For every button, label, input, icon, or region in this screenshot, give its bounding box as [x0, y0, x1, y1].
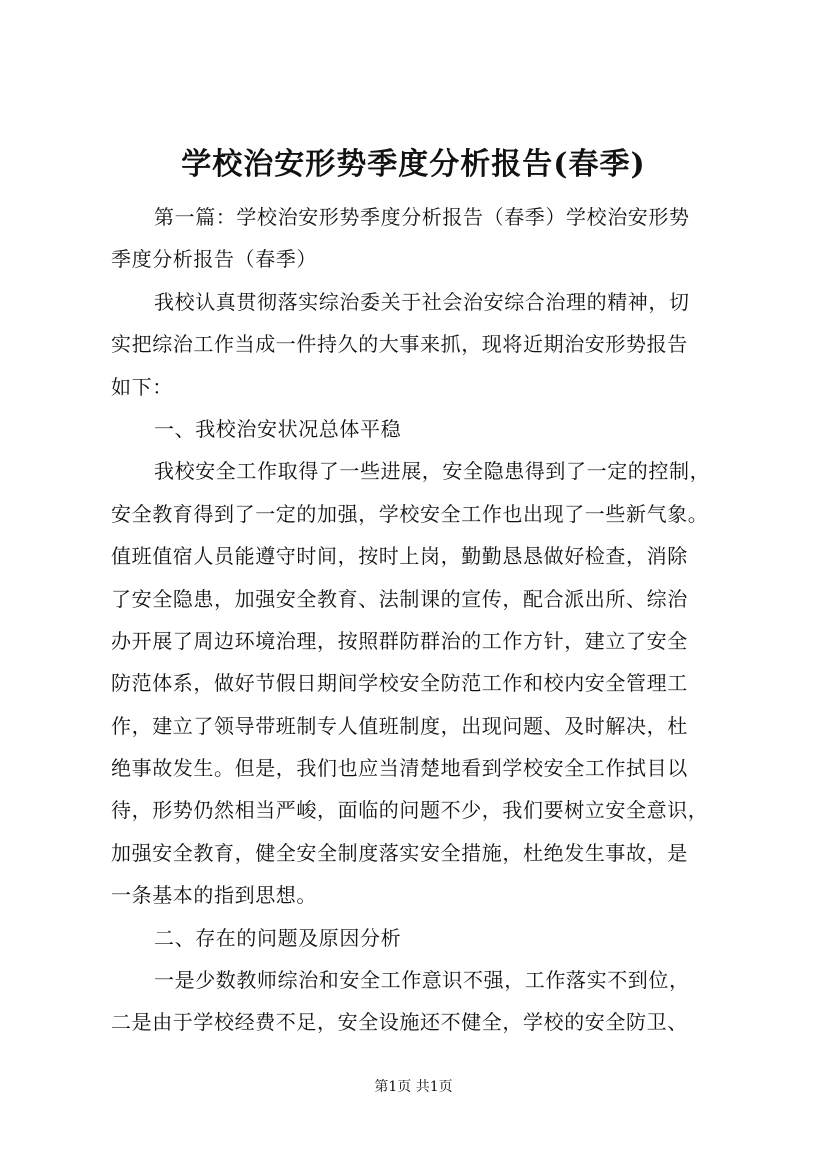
paragraph-line: 值班值宿人员能遵守时间，按时上岗，勤勤恳恳做好检查，消除: [111, 544, 688, 569]
paragraph-line: 我校认真贯彻落实综治委关于社会治安综合治理的精神，切: [154, 289, 690, 314]
section-heading: 二、存在的问题及原因分析: [154, 925, 402, 950]
paragraph-line: 如下：: [111, 374, 173, 399]
paragraph-line: 绝事故发生。但是，我们也应当清楚地看到学校安全工作拭目以: [111, 756, 688, 781]
paragraph-line: 防范体系，做好节假日期间学校安全防范工作和校内安全管理工: [111, 671, 688, 696]
paragraph-line: 一条基本的指到思想。: [111, 883, 317, 908]
paragraph-line: 实把综治工作当成一件持久的大事来抓，现将近期治安形势报告: [111, 332, 688, 357]
paragraph-line: 加强安全教育，健全安全制度落实安全措施，杜绝发生事故，是: [111, 840, 688, 865]
section-heading: 一、我校治安状况总体平稳: [154, 416, 402, 441]
document-title: 学校治安形势季度分析报告(春季): [181, 147, 646, 182]
paragraph-line: 了安全隐患，加强安全教育、法制课的宣传，配合派出所、综治: [111, 586, 688, 611]
paragraph-line: 办开展了周边环境治理，按照群防群治的工作方针，建立了安全: [111, 628, 688, 653]
paragraph-line: 我校安全工作取得了一些进展，安全隐患得到了一定的控制，: [154, 459, 711, 484]
paragraph-line: 二是由于学校经费不足，安全设施还不健全，学校的安全防卫、: [111, 1010, 688, 1035]
document-body: [111, 196, 731, 1044]
page-footer: 第1页 共1页: [374, 1079, 453, 1095]
paragraph-line: 一是少数教师综治和安全工作意识不强，工作落实不到位，: [154, 968, 690, 993]
paragraph-line: 季度分析报告（春季）: [111, 247, 317, 272]
paragraph-line: 安全教育得到了一定的加强，学校安全工作也出现了一些新气象。: [111, 501, 709, 526]
paragraph-line: 待，形势仍然相当严峻，面临的问题不少，我们要树立安全意识，: [111, 798, 709, 823]
paragraph-line: 第一篇：学校治安形势季度分析报告（春季）学校治安形势: [154, 205, 690, 229]
paragraph-line: 作，建立了领导带班制专人值班制度，出现问题、及时解决，杜: [111, 713, 688, 738]
